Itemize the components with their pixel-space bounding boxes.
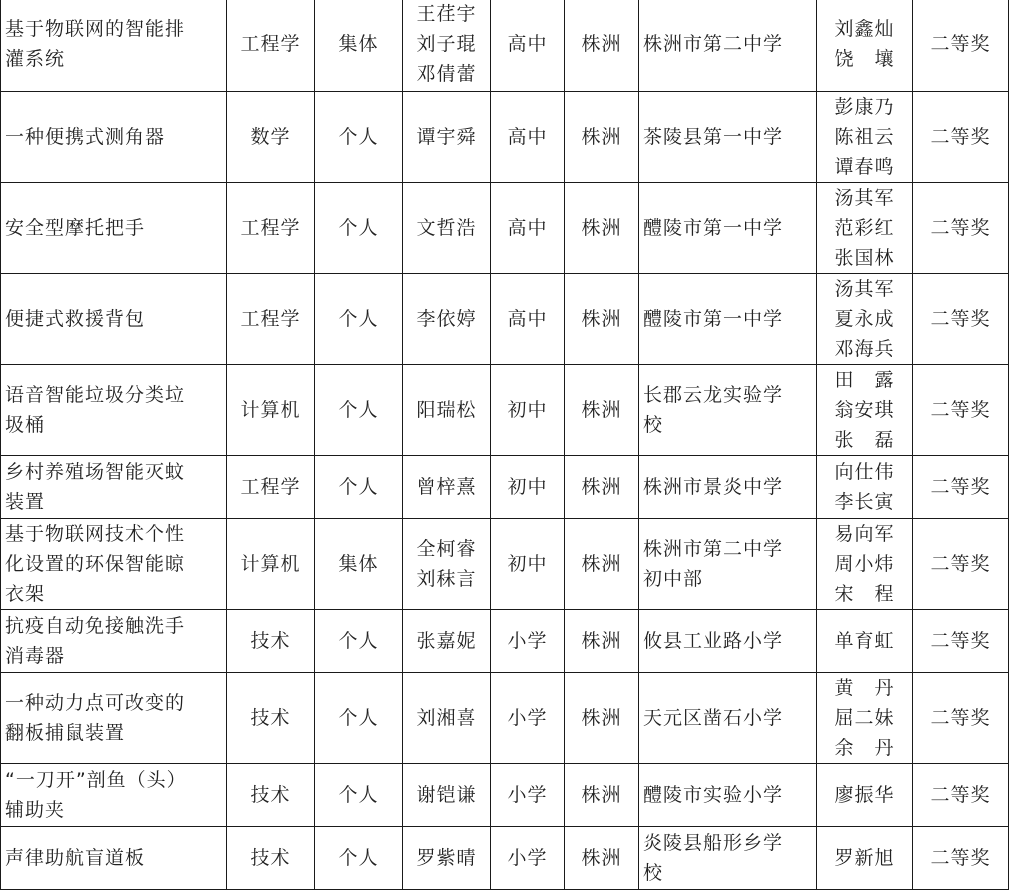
teachers-cell	[817, 0, 913, 92]
school-level-cell: 小学	[491, 827, 565, 890]
award-cell: 二等奖	[913, 764, 1009, 827]
entry-type-cell: 个人	[315, 456, 403, 519]
teachers-cell	[817, 610, 913, 673]
students-cell	[403, 673, 491, 764]
cell-line: 黄 丹	[834, 677, 895, 699]
table-row	[1, 673, 1009, 764]
award-cell: 二等奖	[913, 610, 1009, 673]
cell-line: 翻板捕鼠装置	[5, 722, 126, 744]
cell-line: 邓倩蕾	[416, 63, 477, 85]
table-row	[1, 92, 1009, 183]
field-cell: 计算机	[227, 365, 315, 456]
city-cell: 株洲	[565, 610, 639, 673]
cell-line: 醴陵市第一中学	[643, 308, 784, 330]
table-row	[1, 183, 1009, 274]
school-name-cell	[639, 274, 817, 365]
field-cell: 工程学	[227, 456, 315, 519]
table-row	[1, 274, 1009, 365]
students-cell	[403, 764, 491, 827]
city-cell: 株洲	[565, 456, 639, 519]
table-row	[1, 827, 1009, 890]
students-cell	[403, 92, 491, 183]
cell-line: 衣架	[5, 583, 46, 605]
cell-line: 刘子琨	[416, 33, 477, 55]
table-row	[1, 365, 1009, 456]
cell-line: 声律助航盲道板	[5, 847, 146, 869]
school-level-cell: 高中	[491, 0, 565, 92]
field-cell: 工程学	[227, 274, 315, 365]
award-cell: 二等奖	[913, 673, 1009, 764]
cell-line: 化设置的环保智能晾	[5, 553, 186, 575]
cell-line: 株洲市第二中学	[643, 33, 784, 55]
students-cell	[403, 274, 491, 365]
cell-line: 长郡云龙实验学	[643, 384, 784, 406]
cell-line: 饶 壤	[834, 48, 895, 70]
city-cell: 株洲	[565, 92, 639, 183]
cell-line: 邓海兵	[834, 338, 895, 360]
teachers-cell	[817, 673, 913, 764]
project-name-cell	[1, 274, 227, 365]
entry-type-cell: 集体	[315, 0, 403, 92]
teachers-cell	[817, 764, 913, 827]
teachers-cell	[817, 827, 913, 890]
school-name-cell	[639, 673, 817, 764]
cell-line: 周小炜	[834, 553, 895, 575]
field-cell: 技术	[227, 610, 315, 673]
entry-type-cell: 个人	[315, 610, 403, 673]
cell-line: 基于物联网的智能排	[5, 18, 186, 40]
school-level-cell: 高中	[491, 274, 565, 365]
cell-line: 初中部	[643, 568, 704, 590]
cell-line: 株洲市第二中学	[643, 538, 784, 560]
cell-line: 醴陵市第一中学	[643, 217, 784, 239]
school-name-cell	[639, 827, 817, 890]
cell-line: 易向军	[834, 523, 895, 545]
award-cell: 二等奖	[913, 0, 1009, 92]
teachers-cell	[817, 92, 913, 183]
cell-line: 消毒器	[5, 645, 66, 667]
cell-line: 向仕伟	[834, 461, 895, 483]
award-cell: 二等奖	[913, 519, 1009, 610]
award-cell: 二等奖	[913, 827, 1009, 890]
field-cell: 技术	[227, 764, 315, 827]
cell-line: 刘湘喜	[416, 707, 477, 729]
award-cell: 二等奖	[913, 365, 1009, 456]
teachers-cell	[817, 365, 913, 456]
cell-line: 一种便携式测角器	[5, 126, 166, 148]
cell-line: 汤其军	[834, 278, 895, 300]
cell-line: 天元区凿石小学	[643, 707, 784, 729]
award-cell: 二等奖	[913, 183, 1009, 274]
city-cell: 株洲	[565, 365, 639, 456]
table-row	[1, 519, 1009, 610]
project-name-cell	[1, 365, 227, 456]
cell-line: 校	[643, 414, 664, 436]
project-name-cell	[1, 764, 227, 827]
field-cell: 工程学	[227, 0, 315, 92]
cell-line: 茶陵县第一中学	[643, 126, 784, 148]
entry-type-cell: 个人	[315, 183, 403, 274]
city-cell: 株洲	[565, 274, 639, 365]
field-cell: 技术	[227, 673, 315, 764]
cell-line: 安全型摩托把手	[5, 217, 146, 239]
entry-type-cell: 个人	[315, 365, 403, 456]
students-cell	[403, 183, 491, 274]
cell-line: 全柯睿	[416, 538, 477, 560]
city-cell: 株洲	[565, 519, 639, 610]
cell-line: 文哲浩	[416, 217, 477, 239]
cell-line: 曾梓熹	[416, 476, 477, 498]
cell-line: 抗疫自动免接触洗手	[5, 615, 186, 637]
cell-line: 彭康乃	[834, 96, 895, 118]
school-name-cell	[639, 519, 817, 610]
project-name-cell	[1, 673, 227, 764]
cell-line: 谢铠谦	[416, 784, 477, 806]
cell-line: 刘秣言	[416, 568, 477, 590]
project-name-cell	[1, 0, 227, 92]
teachers-cell	[817, 456, 913, 519]
cell-line: 阳瑞松	[416, 399, 477, 421]
cell-line: 一种动力点可改变的	[5, 692, 186, 714]
project-name-cell	[1, 519, 227, 610]
cell-line: 校	[643, 862, 664, 884]
project-name-cell	[1, 456, 227, 519]
award-cell: 二等奖	[913, 274, 1009, 365]
cell-line: 张国林	[834, 247, 895, 269]
school-level-cell: 小学	[491, 673, 565, 764]
cell-line: 王荏宇	[416, 3, 477, 25]
city-cell: 株洲	[565, 673, 639, 764]
cell-line: 乡村养殖场智能灭蚊	[5, 461, 186, 483]
cell-line: 廖振华	[834, 784, 895, 806]
students-cell	[403, 0, 491, 92]
award-cell: 二等奖	[913, 92, 1009, 183]
project-name-cell	[1, 92, 227, 183]
cell-line: 语音智能垃圾分类垃	[5, 384, 186, 406]
teachers-cell	[817, 183, 913, 274]
school-level-cell: 高中	[491, 92, 565, 183]
school-level-cell: 高中	[491, 183, 565, 274]
cell-line: 圾桶	[5, 414, 46, 436]
field-cell: 数学	[227, 92, 315, 183]
entry-type-cell: 个人	[315, 274, 403, 365]
cell-line: 张 磊	[834, 429, 895, 451]
school-level-cell: 小学	[491, 764, 565, 827]
cell-line: 屈二妹	[834, 707, 895, 729]
cell-line: 宋 程	[834, 583, 895, 605]
table-row	[1, 610, 1009, 673]
award-cell: 二等奖	[913, 456, 1009, 519]
school-level-cell: 初中	[491, 519, 565, 610]
students-cell	[403, 827, 491, 890]
cell-line: 陈祖云	[834, 126, 895, 148]
students-cell	[403, 456, 491, 519]
school-name-cell	[639, 764, 817, 827]
cell-line: 汤其军	[834, 187, 895, 209]
school-name-cell	[639, 365, 817, 456]
cell-line: 谭春鸣	[834, 156, 895, 178]
project-name-cell	[1, 827, 227, 890]
table-row	[1, 456, 1009, 519]
project-name-cell	[1, 183, 227, 274]
school-name-cell	[639, 610, 817, 673]
entry-type-cell: 个人	[315, 827, 403, 890]
cell-line: “一刀开”剖鱼（头）	[5, 769, 187, 791]
cell-line: 夏永成	[834, 308, 895, 330]
cell-line: 田 露	[834, 369, 895, 391]
cell-line: 罗紫晴	[416, 847, 477, 869]
cell-line: 李依婷	[416, 308, 477, 330]
cell-line: 株洲市景炎中学	[643, 476, 784, 498]
cell-line: 刘鑫灿	[834, 18, 895, 40]
table-body	[1, 0, 1009, 890]
city-cell: 株洲	[565, 0, 639, 92]
field-cell: 技术	[227, 827, 315, 890]
cell-line: 翁安琪	[834, 399, 895, 421]
school-level-cell: 小学	[491, 610, 565, 673]
cell-line: 辅助夹	[5, 799, 66, 821]
entry-type-cell: 集体	[315, 519, 403, 610]
school-name-cell	[639, 456, 817, 519]
cell-line: 便捷式救援背包	[5, 308, 146, 330]
cell-line: 张嘉妮	[416, 630, 477, 652]
cell-line: 基于物联网技术个性	[5, 523, 186, 545]
cell-line: 谭宇舜	[416, 126, 477, 148]
table-row	[1, 0, 1009, 92]
cell-line: 装置	[5, 491, 46, 513]
school-level-cell: 初中	[491, 365, 565, 456]
school-level-cell: 初中	[491, 456, 565, 519]
teachers-cell	[817, 274, 913, 365]
entry-type-cell: 个人	[315, 673, 403, 764]
cell-line: 醴陵市实验小学	[643, 784, 784, 806]
school-name-cell	[639, 0, 817, 92]
school-name-cell	[639, 92, 817, 183]
students-cell	[403, 519, 491, 610]
cell-line: 单育虹	[834, 630, 895, 652]
project-name-cell	[1, 610, 227, 673]
entry-type-cell: 个人	[315, 92, 403, 183]
students-cell	[403, 610, 491, 673]
cell-line: 攸县工业路小学	[643, 630, 784, 652]
city-cell: 株洲	[565, 764, 639, 827]
field-cell: 计算机	[227, 519, 315, 610]
teachers-cell	[817, 519, 913, 610]
field-cell: 工程学	[227, 183, 315, 274]
city-cell: 株洲	[565, 183, 639, 274]
cell-line: 灌系统	[5, 48, 66, 70]
cell-line: 李长寅	[834, 491, 895, 513]
entry-type-cell: 个人	[315, 764, 403, 827]
table-row	[1, 764, 1009, 827]
cell-line: 炎陵县船形乡学	[643, 832, 784, 854]
cell-line: 罗新旭	[834, 847, 895, 869]
school-name-cell	[639, 183, 817, 274]
city-cell: 株洲	[565, 827, 639, 890]
students-cell	[403, 365, 491, 456]
cell-line: 范彩红	[834, 217, 895, 239]
cell-line: 余 丹	[834, 737, 895, 759]
